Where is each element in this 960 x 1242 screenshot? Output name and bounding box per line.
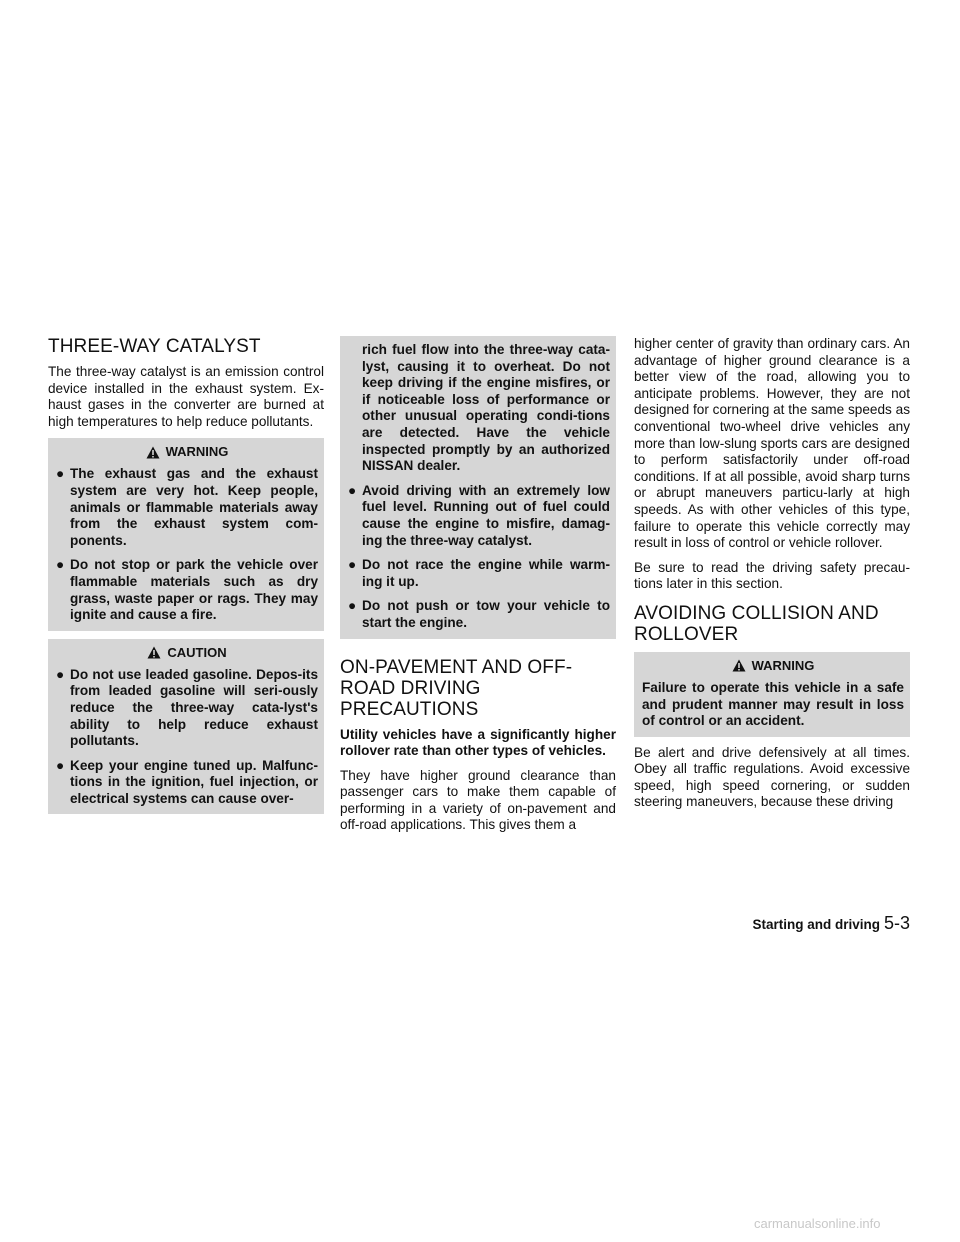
warning-box: [48, 438, 324, 630]
watermark: carmanualsonline.info: [754, 1216, 881, 1231]
bullet-icon: ●: [348, 598, 357, 614]
caution-box-continued: [340, 336, 616, 639]
column-1: [48, 336, 324, 822]
warning-label: WARNING: [165, 444, 229, 460]
warning-triangle-icon: [146, 446, 160, 459]
section-title-avoiding-collision: AVOIDING COLLISION AND ROLLOVER: [634, 602, 879, 645]
warning-triangle-icon: [732, 659, 746, 672]
warning-text: Failure to operate this vehicle in a safe and prudent manner may result in loss of control or an accident.: [642, 679, 904, 729]
warning-label: WARNING: [751, 657, 815, 673]
bullet-icon: ●: [56, 666, 65, 682]
bullet-icon: ●: [56, 466, 65, 482]
caution-header: [56, 645, 318, 661]
bullet-icon: ●: [348, 482, 357, 498]
warning-header: [642, 658, 904, 674]
catalyst-intro: The three-way catalyst is an emission control device installed in the exhaust system. Ex-haust gases in the converter are burned at high temperatures to help reduce pollutants.: [48, 364, 324, 429]
caution-label: CAUTION: [167, 644, 227, 660]
warning-box: [634, 652, 910, 737]
chapter-name: Starting and driving: [752, 917, 880, 932]
section-title-three-way-catalyst: THREE-WAY CATALYST: [48, 336, 261, 357]
caution-item: ● Keep your engine tuned up. Malfunc-tions in the ignition, fuel injection, or electrical systems can cause over-: [56, 757, 318, 806]
rollover-rate-statement: Utility vehicles have a significantly higher rollover rate than other types of vehicles.: [340, 726, 616, 759]
column-2: [340, 336, 616, 842]
caution-item-continued: rich fuel flow into the three-way cata-lyst, causing it to overheat. Do not keep driving if the engine misfires, or if noticeable loss of performance or other unusual operating condi-tions are detected. Have the vehicle inspected promptly by an authorized NISSAN dealer.: [362, 342, 610, 474]
caution-item: ● Do not push or tow your vehicle to start the engine.: [348, 598, 610, 630]
warning-triangle-icon: [147, 646, 161, 659]
page-footer: [634, 913, 910, 934]
section-title-driving-precautions: ON-PAVEMENT AND OFF-ROAD DRIVING PRECAUTIONS: [340, 656, 573, 720]
defensive-driving-paragraph: Be alert and drive defensively at all times. Obey all traffic regulations. Avoid excessive speed, high speed cornering, or sudden steering maneuvers, because these driving: [634, 744, 910, 810]
caution-item: ● Do not use leaded gasoline. Depos-its from leaded gasoline will seri-ously reduce the three-way cata-lyst's ability to help reduce exhaust pollutants.: [56, 666, 318, 749]
warning-item: ● The exhaust gas and the exhaust system are very hot. Keep people, animals or flammable materials away from the exhaust system com-ponents.: [56, 466, 318, 548]
safety-precautions-reference: Be sure to read the driving safety precau-tions later in this section.: [634, 559, 910, 592]
warning-item: ● Do not stop or park the vehicle over flammable materials such as dry grass, waste paper or rags. They may ignite and cause a fire.: [56, 557, 318, 623]
caution-item: ● Do not race the engine while warm-ing it up.: [348, 557, 610, 589]
caution-box: [48, 639, 324, 815]
bullet-icon: ●: [348, 557, 357, 573]
ground-clearance-paragraph: They have higher ground clearance than passenger cars to make them capable of performing in a variety of on-pavement and off-road applications. This gives them a: [340, 767, 616, 833]
bullet-icon: ●: [56, 757, 65, 773]
bullet-icon: ●: [56, 557, 65, 573]
caution-item: ● Avoid driving with an extremely low fuel level. Running out of fuel could cause the engine to misfire, damag-ing the three-way catalyst.: [348, 482, 610, 548]
warning-header: [56, 444, 318, 460]
ground-clearance-paragraph-continued: higher center of gravity than ordinary cars. An advantage of higher ground clearance is a better view of the road, allowing you to anticipate problems. However, they are not designed for cornering at the same speeds as conventional two-wheel drive vehicles any more than low-slung sports cars are designed to perform satisfactorily under off-road conditions. If at all possible, avoid sharp turns or abrupt maneuvers particu-larly at high speeds. As with other vehicles of this type, failure to operate this vehicle correctly may result in loss of control or vehicle rollover.: [634, 336, 910, 551]
column-3: [634, 336, 910, 819]
page-number: 5-3: [883, 913, 910, 933]
